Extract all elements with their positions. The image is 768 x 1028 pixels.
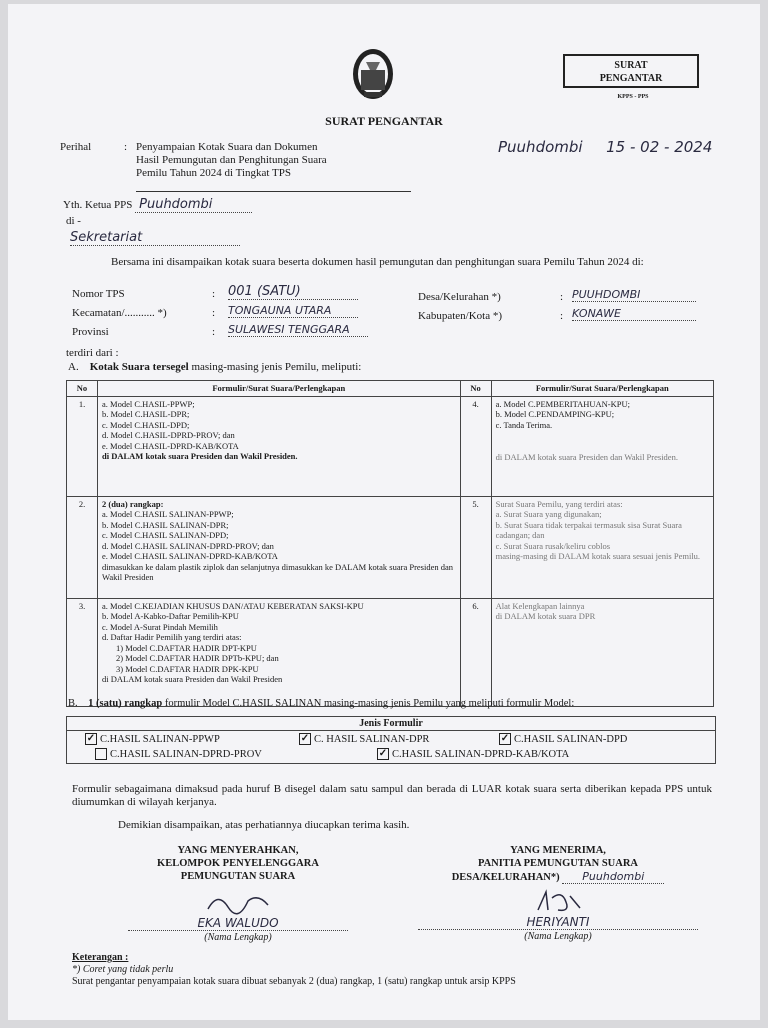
perihal-label: Perihal (60, 141, 92, 153)
row2-right-end: masing-masing di DALAM kotak suara sesuai jenis Pemilu. (495, 551, 701, 561)
colon-4: : (560, 291, 564, 303)
row2-left-item: d. Model C.HASIL SALINAN-DPRD-PROV; dan (102, 540, 274, 551)
row3-left-item: 2) Model C.DAFTAR HADIR DPTb-KPU; dan (116, 653, 279, 663)
perihal-line-1: Penyampaian Kotak Suara dan Dokumen (136, 141, 318, 153)
table-row (67, 396, 714, 496)
formulir-paragraph: Formulir sebagaimana dimaksud pada huruf B disegel dalam satu sampul dan berada di LUAR kotak suara serta diberikan kepada PPS untuk diumumkan di wilayah kerjanya. (72, 783, 712, 808)
jenis-formulir-box (66, 716, 716, 764)
section-a-bold: Kotak Suara tersegel (89, 361, 189, 373)
sign-right-name: HERIYANTI (526, 915, 590, 929)
row3-left-item: a. Model C.KEJADIAN KHUSUS DAN/ATAU KEBERATAN SAKSI-KPU (102, 600, 364, 611)
row2-left-end: dimasukkan ke dalam plastik ziplok dan selanjutnya dimasukkan ke DALAM kotak suara Presiden dan Wakil Presiden (102, 561, 454, 582)
row1-right (491, 396, 713, 496)
row2-no-right: 5. (460, 496, 491, 598)
checkbox-item[interactable] (85, 733, 220, 745)
row1-right-end: di DALAM kotak suara Presiden dan Wakil Presiden. (495, 452, 678, 462)
signature-left (128, 844, 348, 944)
signature-scribble-left-icon (198, 889, 278, 917)
perihal-colon: : (124, 141, 128, 153)
nomor-tps-label: Nomor TPS (72, 288, 125, 300)
stamp-line2: PENGANTAR (599, 73, 663, 84)
row1-left-end: di DALAM kotak suara Presiden dan Wakil Presiden. (102, 451, 298, 461)
sign-right-line3: DESA/KELURAHAN*) (451, 872, 560, 883)
checkbox-label: C. HASIL SALINAN-DPR (314, 733, 430, 745)
sign-right-line1: YANG MENERIMA, (510, 845, 606, 856)
kecamatan-value: TONGAUNA UTARA (228, 304, 358, 318)
table-header-no-left: No (67, 381, 98, 397)
kabupaten-label: Kabupaten/Kota *) (418, 310, 502, 322)
sign-right-caption: (Nama Lengkap) (524, 931, 592, 942)
keterangan-note1: *) Coret yang tidak perlu (72, 964, 174, 975)
row1-left-item: e. Model C.HASIL-DPRD-KAB/KOTA (102, 440, 239, 451)
jenis-row-1 (67, 731, 715, 747)
sign-right-line2: PANITIA PEMUNGUTAN SUARA (477, 858, 639, 869)
signature-right (418, 844, 698, 943)
di-value: Sekretariat (70, 230, 240, 246)
checkbox-item[interactable] (377, 748, 569, 760)
yth-label: Yth. Ketua PPS (63, 199, 133, 211)
checkbox-icon[interactable]: ✓ (500, 733, 510, 744)
sign-left-line2: KELOMPOK PENYELENGGARA (157, 858, 319, 869)
row3-left (98, 598, 461, 706)
row3-right-end: di DALAM kotak suara DPR (495, 611, 596, 621)
checkbox-label: C.HASIL SALINAN-DPD (514, 733, 628, 745)
checkbox-item[interactable] (95, 748, 262, 760)
provinsi-value: SULAWESI TENGGARA (228, 323, 368, 337)
desa-label: Desa/Kelurahan *) (418, 291, 501, 303)
sign-left-name: EKA WALUDO (197, 916, 279, 930)
jenis-formulir-header: Jenis Formulir (67, 717, 715, 731)
stamp-sub: KPPS - PPS (617, 94, 649, 100)
keterangan (72, 952, 516, 988)
colon-1: : (212, 288, 216, 300)
row1-no-left: 1. (67, 396, 98, 496)
intro-paragraph: Bersama ini disampaikan kotak suara beserta dokumen hasil pemungutan dan penghitungan suara Pemilu Tahun 2024 di: (111, 256, 644, 268)
section-a (68, 361, 361, 373)
perihal-text (136, 141, 416, 180)
row2-left-item: e. Model C.HASIL SALINAN-DPRD-KAB/KOTA (102, 551, 278, 561)
table-row (67, 496, 714, 598)
stamp-box (563, 54, 699, 88)
terdiri-label: terdiri dari : (66, 347, 119, 359)
row2-left-item: c. Model C.HASIL SALINAN-DPD; (102, 530, 229, 540)
signature-scribble-right-icon (518, 888, 598, 916)
place-value: Puuhdombi (498, 138, 583, 156)
row2-left-item: b. Model C.HASIL SALINAN-DPR; (102, 519, 229, 530)
sign-left-line1: YANG MENYERAHKAN, (177, 845, 299, 856)
row3-left-end: di DALAM kotak suara Presiden dan Wakil Presiden (102, 674, 283, 684)
sign-right-place: Puuhdombi (562, 870, 664, 884)
yth-row (63, 197, 252, 212)
keterangan-note2: Surat pengantar penyampaian kotak suara dibuat sebanyak 2 (dua) rangkap, 1 (satu) rangkap untuk arsip KPPS (72, 976, 516, 987)
kabupaten-value: KONAWE (572, 307, 696, 321)
row1-right-item: c. Tanda Terima. (495, 419, 553, 430)
section-b (68, 698, 574, 709)
row1-left (98, 396, 461, 496)
section-b-rest: formulir Model C.HASIL SALINAN masing-masing jenis Pemilu yang meliputi formulir Model: (162, 698, 575, 709)
keterangan-title: Keterangan : (72, 952, 129, 963)
checkbox-label: C.HASIL SALINAN-PPWP (100, 733, 220, 745)
page-title: SURAT PENGANTAR (325, 114, 443, 128)
row2-left (98, 496, 461, 598)
row3-left-item: d. Daftar Hadir Pemilih yang terdiri atas: (102, 632, 242, 642)
row2-right-item: b. Surat Suara tidak terpakai termasuk sisa Surat Suara cadangan; dan (495, 519, 682, 540)
section-b-letter: B. (68, 698, 78, 709)
kpu-logo-icon (352, 48, 394, 104)
perihal-underline (136, 191, 411, 192)
section-b-bold: 1 (satu) rangkap (88, 698, 163, 709)
row3-left-item: 1) Model C.DAFTAR HADIR DPT-KPU (116, 642, 257, 653)
row1-right-item: b. Model C.PENDAMPING-KPU; (495, 409, 615, 419)
perihal-line-2: Hasil Pemungutan dan Penghitungan Suara (136, 154, 327, 166)
perihal-line-3: Pemilu Tahun 2024 di Tingkat TPS (136, 167, 291, 179)
row3-no-left: 3. (67, 598, 98, 706)
checkbox-icon[interactable]: ✓ (378, 748, 388, 759)
row2-right-item: Surat Suara Pemilu, yang terdiri atas: (495, 498, 623, 509)
checkbox-label: C.HASIL SALINAN-DPRD-PROV (110, 748, 262, 760)
stamp-line1: SURAT (614, 60, 648, 71)
row1-no-right: 4. (460, 396, 491, 496)
di-label: di - (66, 215, 81, 227)
checkbox-item[interactable] (499, 733, 627, 745)
table-header-form-right: Formulir/Surat Suara/Perlengkapan (491, 381, 713, 397)
checkbox-icon[interactable]: ✓ (300, 733, 310, 744)
row3-right (491, 598, 713, 706)
items-table (66, 380, 714, 707)
checkbox-icon[interactable] (95, 748, 107, 760)
yth-value: Puuhdombi (135, 197, 252, 213)
row3-right-item: Alat Kelengkapan lainnya (495, 600, 585, 611)
date-value: 15 - 02 - 2024 (606, 138, 713, 156)
sign-left-line3: PEMUNGUTAN SUARA (180, 871, 296, 882)
row1-right-item: a. Model C.PEMBERITAHUAN-KPU; (495, 398, 630, 409)
row2-right (491, 496, 713, 598)
row2-right-item: a. Surat Suara yang digunakan; (495, 509, 602, 519)
kecamatan-label: Kecamatan/........... *) (72, 307, 167, 319)
table-row (67, 598, 714, 706)
row3-left-item: c. Model A-Surat Pindah Memilih (102, 621, 218, 632)
row1-left-item: c. Model C.HASIL-DPD; (102, 419, 190, 430)
row2-left-item: a. Model C.HASIL SALINAN-PPWP; (102, 509, 234, 519)
row2-no-left: 2. (67, 496, 98, 598)
table-header-no-right: No (460, 381, 491, 397)
nomor-tps-value: 001 (SATU) (228, 284, 358, 300)
row1-left-item: b. Model C.HASIL-DPR; (102, 409, 190, 419)
checkbox-item[interactable] (299, 733, 429, 745)
table-header-row (67, 381, 714, 397)
place-date (498, 138, 712, 156)
section-a-rest: masing-masing jenis Pemilu, meliputi: (188, 361, 362, 373)
desa-value: PUUHDOMBI (572, 288, 696, 302)
sign-left-caption: (Nama Lengkap) (204, 932, 272, 943)
row2-left-item: 2 (dua) rangkap: (102, 498, 164, 509)
document-page (8, 4, 760, 1020)
row3-left-item: b. Model A-Kabko-Daftar Pemilih-KPU (102, 611, 239, 621)
provinsi-label: Provinsi (72, 326, 109, 338)
checkbox-label: C.HASIL SALINAN-DPRD-KAB/KOTA (392, 748, 570, 760)
colon-3: : (212, 326, 216, 338)
row3-no-right: 6. (460, 598, 491, 706)
row3-left-item: 3) Model C.DAFTAR HADIR DPK-KPU (116, 663, 259, 674)
table-header-form-left: Formulir/Surat Suara/Perlengkapan (98, 381, 461, 397)
row2-right-item: c. Surat Suara rusak/keliru coblos (495, 540, 611, 551)
jenis-row-2 (67, 747, 715, 763)
checkbox-icon[interactable]: ✓ (86, 733, 96, 744)
closing-text: Demikian disampaikan, atas perhatiannya diucapkan terima kasih. (118, 819, 410, 831)
row1-left-item: d. Model C.HASIL-DPRD-PROV; dan (102, 430, 235, 440)
section-a-letter: A. (68, 361, 79, 373)
colon-5: : (560, 310, 564, 322)
colon-2: : (212, 307, 216, 319)
row1-left-item: a. Model C.HASIL-PPWP; (102, 398, 195, 409)
